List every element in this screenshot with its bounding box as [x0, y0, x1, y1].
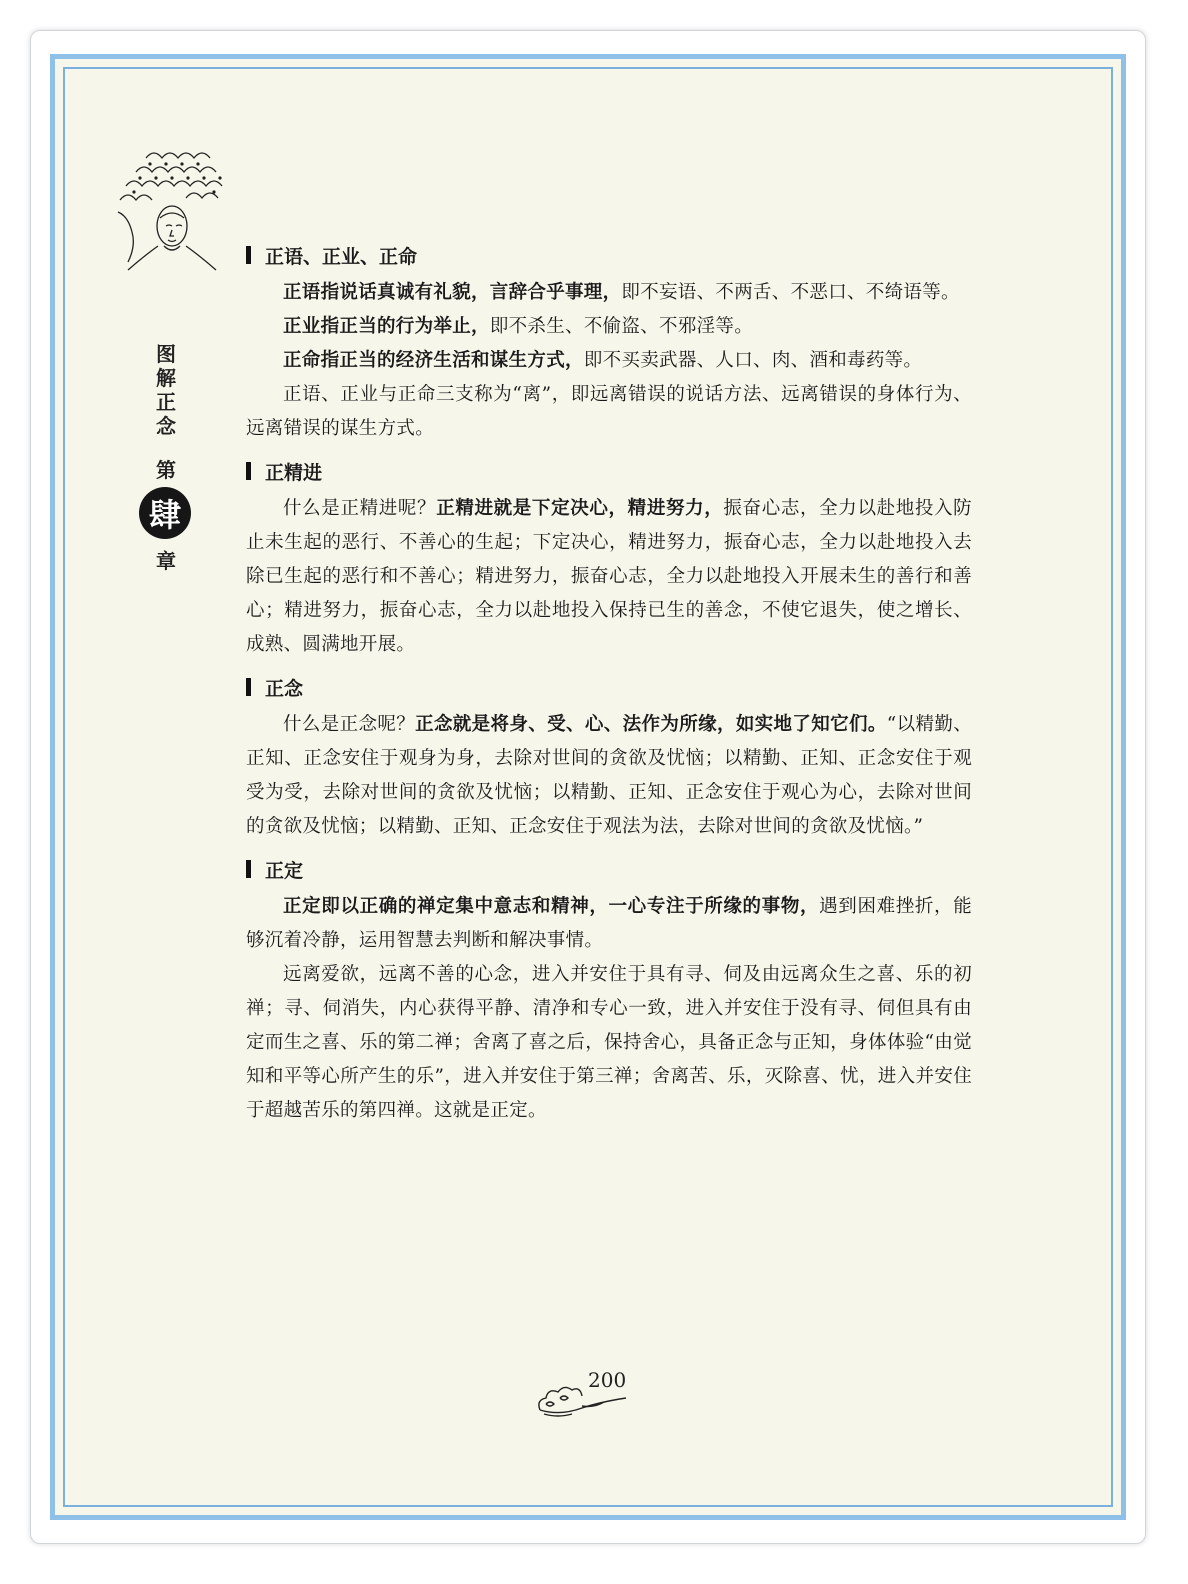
bold-phrase: 正定即以正确的禅定集中意志和精神，一心专注于所缘的事物，	[283, 896, 820, 917]
section-heading	[246, 240, 972, 270]
bold-phrase: 正语指说话真诚有礼貌，言辞合乎事理，	[283, 282, 622, 303]
bold-phrase: 正念就是将身、受、心、法作为所缘，如实地了知它们。	[415, 714, 887, 735]
book-title-vertical	[153, 342, 179, 438]
section-heading-text: 正定	[265, 859, 304, 882]
main-content	[242, 240, 972, 1128]
book-title-char: 图	[156, 342, 176, 366]
book-title-char: 正	[156, 390, 176, 414]
page-number: 200	[588, 1368, 627, 1392]
paragraph-lead: 什么是正精进呢？	[283, 498, 437, 519]
paragraph-text: 即不妄语、不两舌、不恶口、不绮语等。	[621, 282, 960, 303]
heading-marker	[246, 462, 251, 480]
heading-marker	[246, 860, 251, 878]
bold-phrase: 正业指正当的行为举止，	[283, 316, 490, 337]
paragraph-text: 振奋心志，全力以赴地投入防止未生起的恶行、不善心的生起；下定决心，精进努力，振奋心志，全力以赴地投入去除已生起的恶行和不善心；精进努力，振奋心志，全力以赴地投入开展未生的善行和善心；精进努力，振奋心志，全力以赴地投入保持已生的善念，不使它退失，使之增长、成熟、圆满地开展。	[246, 498, 972, 655]
paragraph	[242, 890, 972, 958]
paragraph-text: 正语、正业与正命三支称为“离”，即远离错误的说话方法、远离错误的身体行为、远离错误的谋生方式。	[246, 384, 972, 439]
chapter-suffix: 章	[156, 549, 176, 573]
heading-marker	[246, 678, 251, 696]
paragraph	[242, 378, 972, 446]
paragraph	[242, 492, 972, 662]
paragraph-text: “以精勤、正知、正念安住于观身为身，去除对世间的贪欲及忧恼；以精勤、正知、正念安住于观受为受，去除对世间的贪欲及忧恼；以精勤、正知、正念安住于观心为心，去除对世间的贪欲及忧恼；以精勤、正知、正念安住于观法为法，去除对世间的贪欲及忧恼。”	[246, 714, 972, 837]
monk-portrait-illustration	[116, 142, 232, 272]
paragraph	[242, 276, 972, 310]
chapter-number-badge: 肆	[139, 487, 191, 539]
bold-phrase: 正精进就是下定决心，精进努力，	[436, 498, 724, 519]
paragraph-text: 即不杀生、不偷盗、不邪淫等。	[489, 316, 754, 337]
chapter-prefix: 第	[156, 458, 176, 482]
paragraph-lead: 什么是正念呢？	[283, 714, 416, 735]
paragraph-text: 即不买卖武器、人口、肉、酒和毒药等。	[583, 350, 923, 371]
paragraph	[242, 344, 972, 378]
section-heading	[246, 672, 972, 702]
section-heading-text: 正精进	[265, 461, 323, 484]
paragraph-text: 遇到困难挫折，能够沉着冷静，运用智慧去判断和解决事情。	[246, 896, 972, 951]
section-heading	[246, 456, 972, 486]
section-heading-text: 正念	[265, 677, 304, 700]
book-title-char: 念	[156, 414, 176, 438]
paragraph	[242, 310, 972, 344]
book-title-char: 解	[156, 366, 176, 390]
paragraph	[242, 958, 972, 1128]
bold-phrase: 正命指正当的经济生活和谋生方式，	[283, 350, 584, 371]
heading-marker	[246, 246, 251, 264]
paragraph	[242, 708, 972, 844]
section-heading	[246, 854, 972, 884]
paragraph-text: 远离爱欲，远离不善的心念，进入并安住于具有寻、伺及由远离众生之喜、乐的初禅；寻、伺消失，内心获得平静、清净和专心一致，进入并安住于没有寻、伺但具有由定而生之喜、乐的第二禅；舍离了喜之后，保持舍心，具备正念与正知，身体体验“由觉知和平等心所产生的乐”，进入并安住于第三禅；舍离苦、乐，灭除喜、忧，进入并安住于超越苦乐的第四禅。这就是正定。	[246, 964, 972, 1121]
section-heading-text: 正语、正业、正命	[265, 245, 418, 268]
